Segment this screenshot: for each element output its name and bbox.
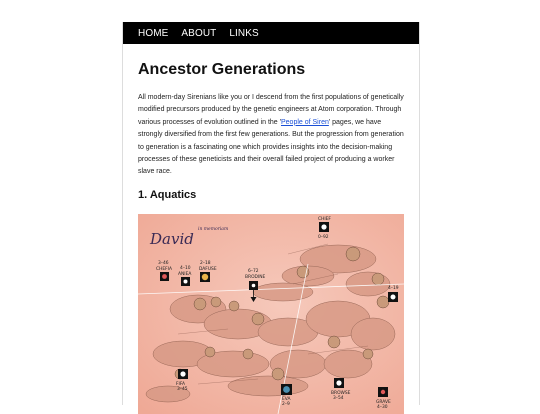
artist-signature: David xyxy=(150,229,194,248)
marker-right-edge xyxy=(388,285,399,302)
svg-text:4–19: 4–19 xyxy=(388,285,399,291)
intro-text-start: All modern-day Sirenians like you or I descend from the first populations of genetically modified precursors produced by the genetic engineers at Atom corporation. Through various processes of evolution outlined in the ' xyxy=(138,94,404,126)
page-card xyxy=(122,22,420,410)
svg-text:6–72: 6–72 xyxy=(248,268,259,274)
intro-paragraph xyxy=(138,92,405,179)
section-title-aquatics: 1. Aquatics xyxy=(138,188,197,201)
svg-text:DAFUSE: DAFUSE xyxy=(199,266,217,272)
svg-text:3–54: 3–54 xyxy=(333,395,344,401)
people-of-siren-link[interactable]: People of Siren xyxy=(280,118,329,126)
nav-links[interactable]: LINKS xyxy=(229,27,259,39)
svg-text:4–30: 4–30 xyxy=(377,404,388,410)
svg-text:4–10: 4–10 xyxy=(180,265,191,271)
nav-about[interactable]: ABOUT xyxy=(181,27,217,39)
main-content xyxy=(123,59,419,414)
svg-text:2–18: 2–18 xyxy=(200,260,211,266)
svg-text:3–46: 3–46 xyxy=(158,260,169,266)
intro-text-end: ' pages, we have strongly diversified from the first few generations. But the progression from generation to generation is a fascinating one which provides insights into the decision-making processes of these geneticists and their overall failed project of producing a worker slave race. xyxy=(138,118,404,176)
svg-text:2–9: 2–9 xyxy=(282,401,290,407)
svg-text:FIFA: FIFA xyxy=(176,381,185,387)
svg-text:EVA: EVA xyxy=(282,396,291,402)
artist-signature-note: in memoriam xyxy=(198,226,229,232)
page-title: Ancestor Generations xyxy=(138,61,306,78)
top-nav xyxy=(123,22,419,44)
svg-text:CHEFIA: CHEFIA xyxy=(156,266,172,272)
svg-text:3–45: 3–45 xyxy=(177,386,188,392)
nav-home[interactable]: HOME xyxy=(138,27,169,39)
svg-text:GRAVE: GRAVE xyxy=(376,399,391,405)
aquatics-artwork xyxy=(138,214,404,414)
svg-text:BROWSE: BROWSE xyxy=(331,390,351,396)
marker-label: CHIEF xyxy=(318,216,331,222)
marker-range: 0–92 xyxy=(318,234,329,240)
svg-text:ANIEA: ANIEA xyxy=(178,271,192,277)
svg-text:BRODINE: BRODINE xyxy=(245,274,266,280)
aquatics-illustration xyxy=(138,214,404,414)
